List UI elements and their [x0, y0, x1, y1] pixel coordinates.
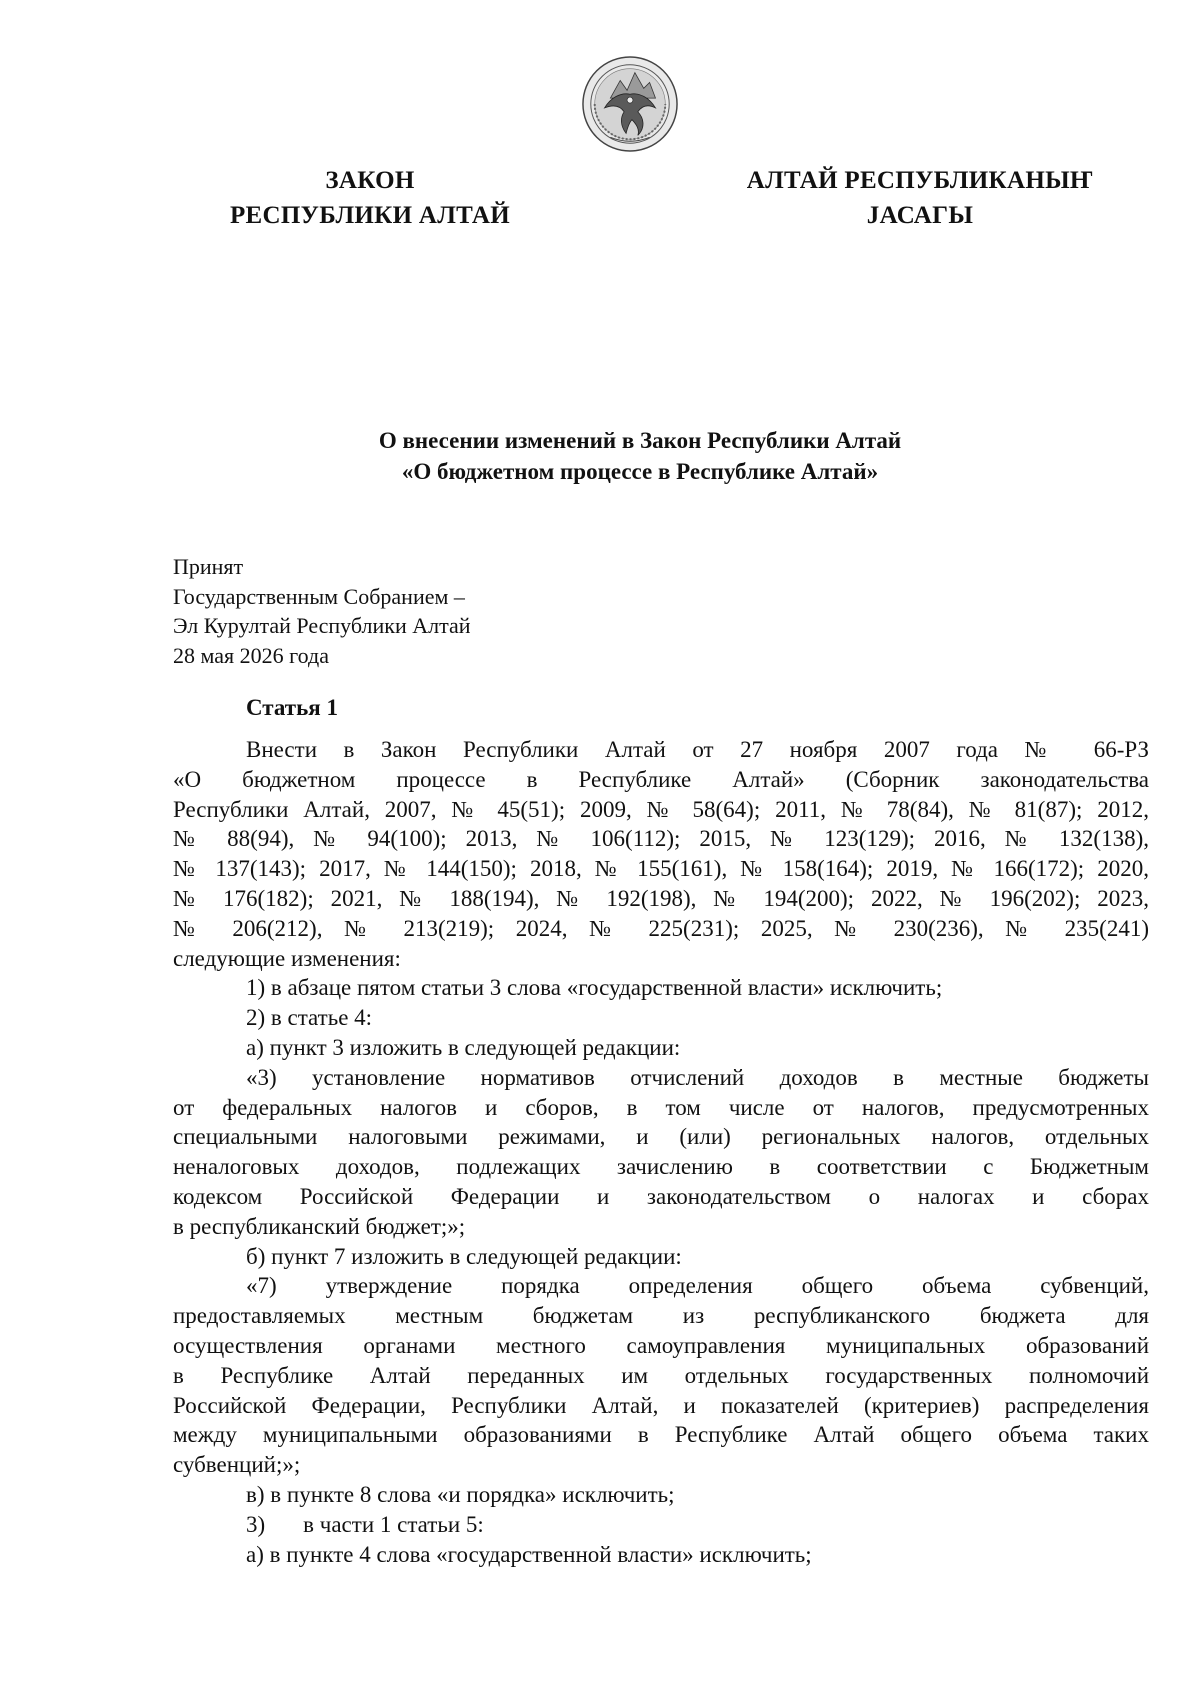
- quote-line: от федеральных налогов и сборов, в том числе от налогов, предусмотренных: [173, 1094, 1149, 1120]
- quote-line: «7) утверждение порядка определения общего объема субвенций,: [246, 1273, 1149, 1299]
- header-right-line2: ЈАСАГЫ: [866, 202, 974, 229]
- document-title: [260, 425, 1020, 487]
- adoption-line3: Эл Курултай Республики Алтай: [173, 613, 471, 638]
- item3-text: в части 1 статьи 5:: [303, 1511, 484, 1537]
- intro-line: № 206(212), № 213(219); 2024, № 225(231); 2025, № 230(236), № 235(241): [173, 915, 1149, 941]
- intro-line: № 88(94), № 94(100); 2013, № 106(112); 2015, № 123(129); 2016, № 132(138),: [173, 826, 1149, 852]
- header-right-line1: АЛТАЙ РЕСПУБЛИКАНЫҤ: [746, 167, 1094, 194]
- intro-line: Республики Алтай, 2007, № 45(51); 2009, № 58(64); 2011, № 78(84), № 81(87); 2012,: [173, 796, 1149, 822]
- adoption-date: 28 мая 2026 года: [173, 642, 329, 668]
- header-left: [210, 163, 530, 233]
- quote-line: неналоговых доходов, подлежащих зачислению в соответствии с Бюджетным: [173, 1154, 1149, 1180]
- quote-line: между муниципальными образованиями в Республике Алтай общего объема таких: [173, 1422, 1149, 1448]
- adoption-line1: Принят: [173, 554, 244, 579]
- article-body: [173, 735, 1149, 1569]
- intro-line: «О бюджетном процессе в Республике Алтай» (Сборник законодательства: [173, 766, 1149, 792]
- list-item: б) пункт 7 изложить в следующей редакции:: [246, 1243, 682, 1269]
- header-left-line2: РЕСПУБЛИКИ АЛТАЙ: [229, 202, 510, 229]
- document-title-line1: О внесении изменений в Закон Республики Алтай: [378, 428, 902, 453]
- list-item: [173, 1510, 1149, 1540]
- intro-line: следующие изменения:: [173, 945, 401, 971]
- quote-line: специальными налоговыми режимами, и (или) региональных налогов, отдельных: [173, 1124, 1149, 1150]
- quote-line: Российской Федерации, Республики Алтай, и показателей (критериев) распределения: [173, 1392, 1149, 1418]
- intro-line: Внести в Закон Республики Алтай от 27 ноября 2007 года № 66-РЗ: [246, 737, 1149, 762]
- adoption-block: [173, 552, 673, 670]
- intro-line: № 137(143); 2017, № 144(150); 2018, № 155(161), № 158(164); 2019, № 166(172); 2020,: [173, 856, 1149, 882]
- quote-line: осуществления органами местного самоуправления муниципальных образований: [173, 1332, 1149, 1358]
- list-item: 1) в абзаце пятом статьи 3 слова «государственной власти» исключить;: [246, 975, 943, 1001]
- quote-line: в республиканский бюджет;»;: [173, 1213, 466, 1239]
- list-item: 2) в статье 4:: [246, 1005, 373, 1031]
- list-item: а) пункт 3 изложить в следующей редакции:: [246, 1034, 681, 1060]
- header-right: [725, 163, 1115, 233]
- quote-line: предоставляемых местным бюджетам из республиканского бюджета для: [173, 1303, 1149, 1329]
- quote-line: субвенций;»;: [173, 1452, 301, 1478]
- header-left-line1: ЗАКОН: [325, 167, 415, 194]
- document-title-line2: «О бюджетном процессе в Республике Алтай»: [401, 459, 879, 484]
- list-item: а) в пункте 4 слова «государственной власти» исключить;: [246, 1541, 812, 1567]
- quote-line: в Республике Алтай переданных им отдельных государственных полномочий: [173, 1362, 1149, 1388]
- article-heading: Статья 1: [246, 695, 338, 720]
- item3-number: 3): [246, 1511, 266, 1537]
- quote-line: «3) установление нормативов отчислений доходов в местные бюджеты: [246, 1064, 1149, 1090]
- coat-of-arms-emblem: [581, 55, 679, 153]
- intro-line: № 176(182); 2021, № 188(194), № 192(198), № 194(200); 2022, № 196(202); 2023,: [173, 885, 1149, 911]
- adoption-line2: Государственным Собранием –: [173, 583, 465, 609]
- list-item: в) в пункте 8 слова «и порядка» исключить;: [246, 1481, 675, 1507]
- quote-line: кодексом Российской Федерации и законодательством о налогах и сборах: [173, 1183, 1149, 1209]
